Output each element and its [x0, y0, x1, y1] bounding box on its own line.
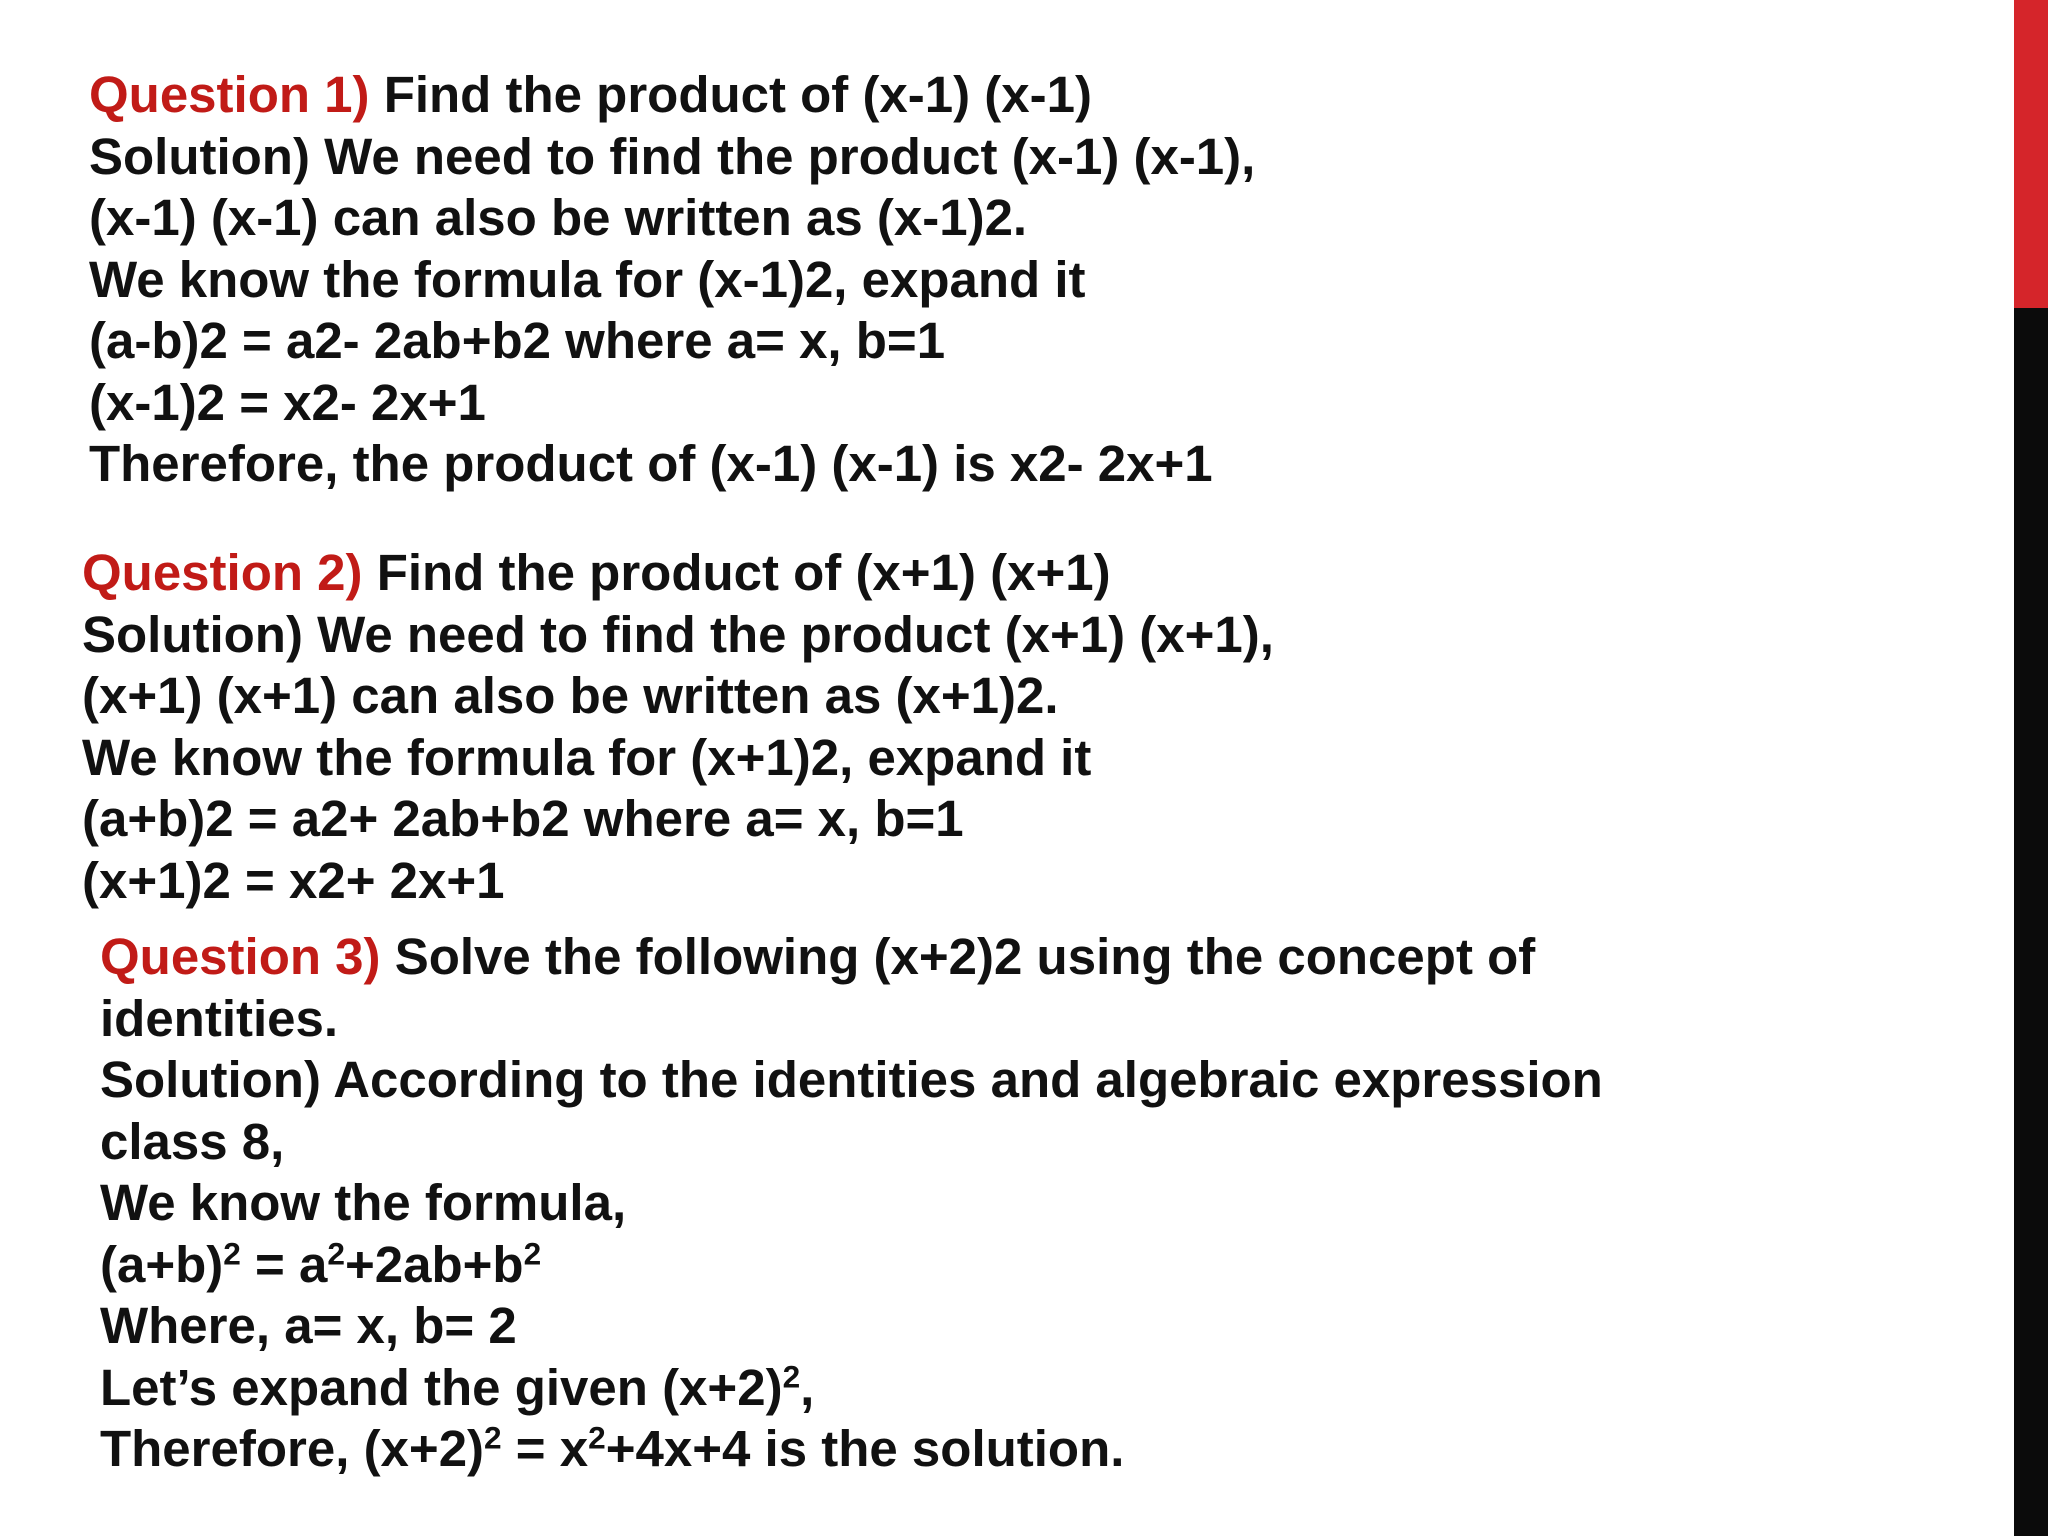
side-accent-bar-red [2014, 0, 2048, 308]
formula-part: +2ab+b [344, 1235, 524, 1293]
question-3-formula [100, 1234, 1603, 1296]
question-3-line: class 8, [100, 1112, 285, 1170]
question-3-label: Question 3) [100, 928, 381, 985]
question-2-line: (x+1) (x+1) can also be written as (x+1)2. [82, 667, 1059, 724]
question-3-prompt: Solve the following (x+2)2 using the concept of [380, 928, 1536, 985]
question-1-line: (x-1)2 = x2- 2x+1 [89, 373, 486, 431]
question-1-prompt: Find the product of (x-1) (x-1) [369, 66, 1092, 123]
formula-part: = a [240, 1235, 328, 1293]
question-3-heading [100, 926, 1603, 988]
question-2-line: (a+b)2 = a2+ 2ab+b2 where a= x, b=1 [82, 790, 964, 847]
formula-a-exponent: 2 [327, 1235, 345, 1272]
formula-lhs: (a+b) [100, 1235, 224, 1293]
question-2-label: Question 2) [82, 544, 363, 601]
question-2-line: We know the formula for (x+1)2, expand it [82, 728, 1092, 786]
conclusion-exponent: 2 [484, 1419, 502, 1456]
question-1-line: Solution) We need to find the product (x-1) (x-1), [89, 127, 1256, 185]
expand-text: Let’s expand the given (x+2) [100, 1358, 783, 1416]
question-1-line: Therefore, the product of (x-1) (x-1) is x2- 2x+1 [89, 435, 1213, 492]
question-3-conclusion [100, 1418, 1603, 1480]
question-1-label: Question 1) [89, 66, 370, 123]
side-accent-bar-dark [2014, 308, 2048, 1536]
question-1-heading [89, 64, 1255, 126]
formula-b-exponent: 2 [523, 1235, 542, 1272]
formula-lhs-exponent: 2 [223, 1235, 241, 1272]
question-1-line: We know the formula for (x-1)2, expand it [89, 250, 1086, 308]
question-2-line: (x+1)2 = x2+ 2x+1 [82, 851, 505, 909]
question-3-line: We know the formula, [100, 1174, 627, 1231]
question-1-line: (a-b)2 = a2- 2ab+b2 where a= x, b=1 [89, 312, 946, 369]
question-2-line: Solution) We need to find the product (x+1) (x+1), [82, 605, 1274, 663]
question-3-where-line: Where, a= x, b= 2 [100, 1297, 517, 1354]
question-2-prompt: Find the product of (x+1) (x+1) [362, 544, 1111, 601]
conclusion-text: +4x+4 is the solution. [605, 1420, 1125, 1477]
conclusion-text: Therefore, (x+2) [100, 1420, 485, 1477]
expand-exponent: 2 [782, 1358, 801, 1395]
question-1-block [89, 64, 1255, 495]
question-2-heading [82, 542, 1274, 604]
expand-text: , [800, 1358, 815, 1416]
question-3-line: identities. [100, 989, 339, 1047]
question-3-line: Solution) According to the identities and algebraic expression [100, 1051, 1603, 1108]
conclusion-text: = x [501, 1420, 589, 1477]
question-1-line: (x-1) (x-1) can also be written as (x-1)2. [89, 189, 1028, 246]
question-3-expand-line [100, 1357, 1603, 1419]
conclusion-exponent: 2 [588, 1419, 606, 1456]
question-3-block [100, 926, 1603, 1480]
question-2-block [82, 542, 1274, 911]
